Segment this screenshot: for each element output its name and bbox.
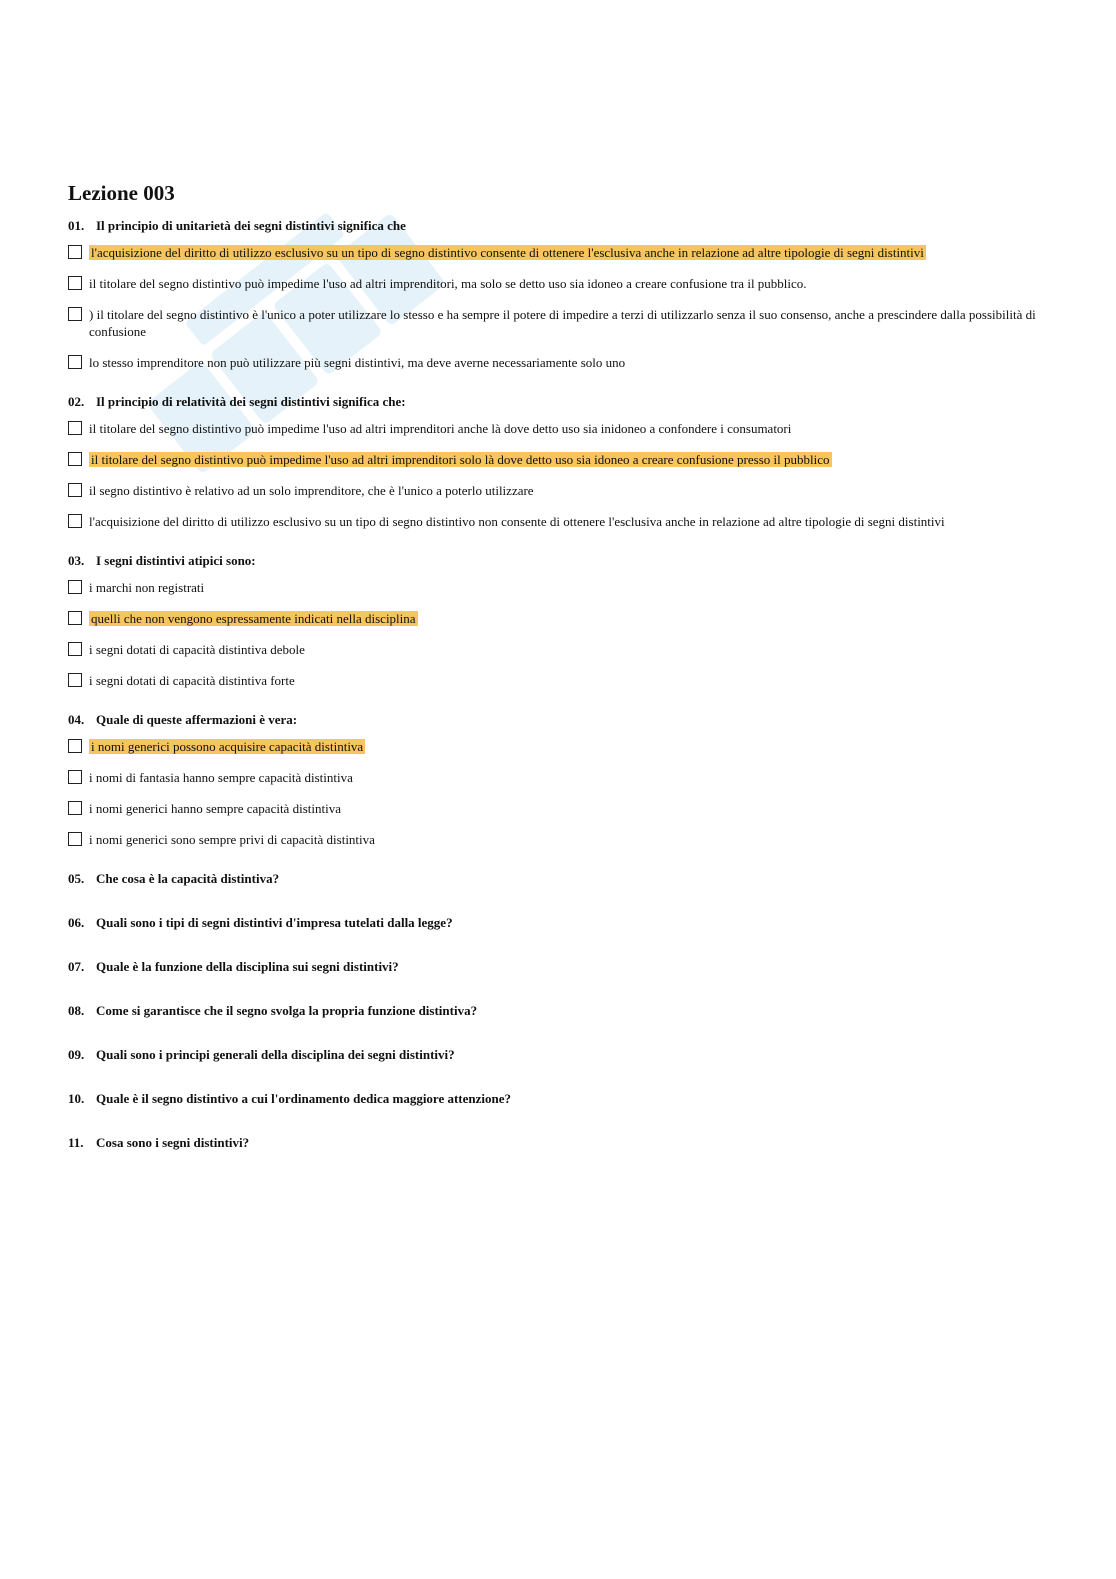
question-title bbox=[68, 711, 1048, 728]
answer-option[interactable] bbox=[68, 244, 1048, 261]
answer-option[interactable] bbox=[68, 641, 1048, 658]
question-text: I segni distintivi atipici sono: bbox=[96, 553, 256, 568]
answer-checkbox[interactable] bbox=[68, 245, 82, 259]
answer-checkbox[interactable] bbox=[68, 307, 82, 321]
question-text: Il principio di unitarietà dei segni distintivi significa che bbox=[96, 218, 406, 233]
question-text: Cosa sono i segni distintivi? bbox=[96, 1135, 250, 1150]
answer-checkbox[interactable] bbox=[68, 483, 82, 497]
question-number: 01. bbox=[68, 218, 85, 233]
answer-option[interactable] bbox=[68, 769, 1048, 786]
answer-option[interactable] bbox=[68, 610, 1048, 627]
answer-text-highlighted: l'acquisizione del diritto di utilizzo esclusivo su un tipo di segno distintivo consente di ottenere l'esclusiva anche in relazione ad altre tipologie di segni distintivi bbox=[91, 245, 924, 260]
question-text: Quale è il segno distintivo a cui l'ordinamento dedica maggiore attenzione? bbox=[96, 1091, 512, 1106]
answer-text: lo stesso imprenditore non può utilizzare più segni distintivi, ma deve averne necessariamente solo uno bbox=[89, 355, 626, 370]
answer-text: i nomi generici sono sempre privi di capacità distintiva bbox=[89, 832, 375, 847]
answer-option[interactable] bbox=[68, 482, 1048, 499]
question-number: 03. bbox=[68, 553, 85, 568]
answer-text-highlighted: i nomi generici possono acquisire capacità distintiva bbox=[91, 739, 364, 754]
answer-checkbox[interactable] bbox=[68, 739, 82, 753]
answer-option[interactable] bbox=[68, 451, 1048, 468]
answer-option[interactable] bbox=[68, 275, 1048, 292]
lesson-title: Lezione 003 bbox=[68, 181, 175, 205]
answer-option[interactable] bbox=[68, 354, 1048, 371]
answer-text: il segno distintivo è relativo ad un solo imprenditore, che è l'unico a poterlo utilizzare bbox=[89, 483, 534, 498]
answer-text: i marchi non registrati bbox=[89, 580, 205, 595]
answer-checkbox[interactable] bbox=[68, 452, 82, 466]
question-title bbox=[68, 217, 1048, 234]
open-question-10 bbox=[68, 1090, 1048, 1107]
answer-checkbox[interactable] bbox=[68, 770, 82, 784]
answer-checkbox[interactable] bbox=[68, 801, 82, 815]
answer-text-highlighted: quelli che non vengono espressamente indicati nella disciplina bbox=[91, 611, 416, 626]
answer-checkbox[interactable] bbox=[68, 832, 82, 846]
question-03 bbox=[68, 552, 1048, 689]
answer-checkbox[interactable] bbox=[68, 580, 82, 594]
question-number: 07. bbox=[68, 959, 85, 974]
question-number: 04. bbox=[68, 712, 85, 727]
answer-text: i segni dotati di capacità distintiva debole bbox=[89, 642, 305, 657]
open-questions bbox=[68, 870, 1048, 1151]
open-question-09 bbox=[68, 1046, 1048, 1063]
open-question-08 bbox=[68, 1002, 1048, 1019]
question-text: Come si garantisce che il segno svolga la propria funzione distintiva? bbox=[96, 1003, 478, 1018]
question-title bbox=[68, 393, 1048, 410]
question-title bbox=[68, 552, 1048, 569]
answer-option[interactable] bbox=[68, 306, 1048, 340]
answer-option[interactable] bbox=[68, 513, 1048, 530]
question-text: Il principio di relatività dei segni distintivi significa che: bbox=[96, 394, 406, 409]
question-number: 05. bbox=[68, 871, 85, 886]
question-04 bbox=[68, 711, 1048, 848]
answer-text: i nomi generici hanno sempre capacità distintiva bbox=[89, 801, 341, 816]
question-text: Quale di queste affermazioni è vera: bbox=[96, 712, 298, 727]
open-question-07 bbox=[68, 958, 1048, 975]
answer-text: i nomi di fantasia hanno sempre capacità distintiva bbox=[89, 770, 353, 785]
answer-checkbox[interactable] bbox=[68, 673, 82, 687]
answer-option[interactable] bbox=[68, 738, 1048, 755]
answer-text: il titolare del segno distintivo può impedime l'uso ad altri imprenditori, ma solo se detto uso sia idoneo a creare confusione tra il pubblico. bbox=[89, 276, 807, 291]
question-number: 06. bbox=[68, 915, 85, 930]
answer-checkbox[interactable] bbox=[68, 276, 82, 290]
answer-option[interactable] bbox=[68, 672, 1048, 689]
answer-checkbox[interactable] bbox=[68, 355, 82, 369]
open-question-11 bbox=[68, 1134, 1048, 1151]
document-page bbox=[68, 180, 1048, 1178]
answer-option[interactable] bbox=[68, 420, 1048, 437]
answer-text: il titolare del segno distintivo può impedime l'uso ad altri imprenditori anche là dove detto uso sia inidoneo a confondere i consumatori bbox=[89, 421, 792, 436]
answer-text: i segni dotati di capacità distintiva forte bbox=[89, 673, 295, 688]
question-text: Quali sono i tipi di segni distintivi d'impresa tutelati dalla legge? bbox=[96, 915, 453, 930]
question-text: Quale è la funzione della disciplina sui segni distintivi? bbox=[96, 959, 399, 974]
answer-checkbox[interactable] bbox=[68, 611, 82, 625]
question-number: 10. bbox=[68, 1091, 85, 1106]
answer-option[interactable] bbox=[68, 831, 1048, 848]
question-text: Che cosa è la capacità distintiva? bbox=[96, 871, 280, 886]
question-number: 02. bbox=[68, 394, 85, 409]
question-number: 09. bbox=[68, 1047, 85, 1062]
question-01 bbox=[68, 217, 1048, 371]
open-question-05 bbox=[68, 870, 1048, 887]
answer-option[interactable] bbox=[68, 579, 1048, 596]
answer-option[interactable] bbox=[68, 800, 1048, 817]
answer-checkbox[interactable] bbox=[68, 642, 82, 656]
answer-checkbox[interactable] bbox=[68, 421, 82, 435]
answer-text-highlighted: il titolare del segno distintivo può impedime l'uso ad altri imprenditori solo là dove detto uso sia idoneo a creare confusione presso il pubblico bbox=[91, 452, 830, 467]
question-number: 08. bbox=[68, 1003, 85, 1018]
open-question-06 bbox=[68, 914, 1048, 931]
multiple-choice-questions bbox=[68, 217, 1048, 848]
answer-text: ) il titolare del segno distintivo è l'unico a poter utilizzare lo stesso e ha sempre il potere di impedire a terzi di utilizzarlo senza il suo consenso, anche a prescindere dalla possibilità di confusione bbox=[89, 307, 1036, 339]
answer-checkbox[interactable] bbox=[68, 514, 82, 528]
question-text: Quali sono i principi generali della disciplina dei segni distintivi? bbox=[96, 1047, 455, 1062]
question-number: 11. bbox=[68, 1135, 84, 1150]
question-02 bbox=[68, 393, 1048, 530]
answer-text: l'acquisizione del diritto di utilizzo esclusivo su un tipo di segno distintivo non consente di ottenere l'esclusiva anche in relazione ad altre tipologie di segni distintivi bbox=[89, 514, 945, 529]
